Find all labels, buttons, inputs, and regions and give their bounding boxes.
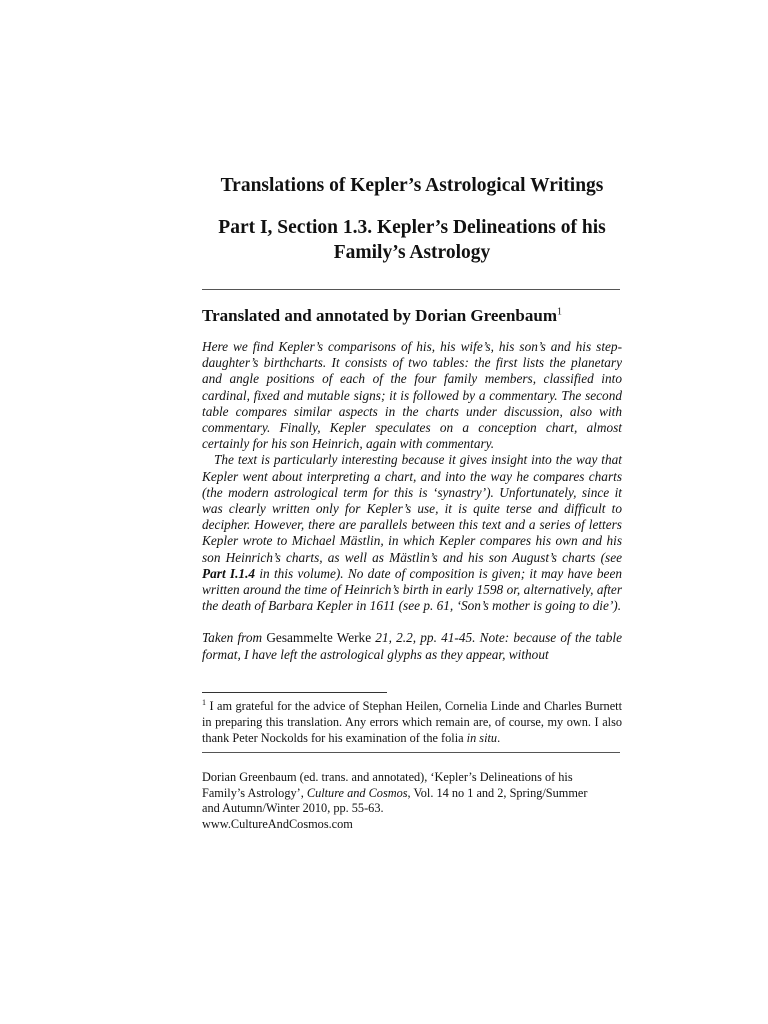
abstract-paragraph-3-text-b: 21, 2.2, pp. 41-45. Note: because of the table format, I have left the astrological glyphs as they appear, without xyxy=(202,630,622,662)
citation-line-3: and Autumn/Winter 2010, pp. 55-63. xyxy=(202,801,384,816)
cross-reference-link[interactable]: Part I.1.4 xyxy=(202,565,256,581)
source-work-title: Gesammelte Werke xyxy=(266,630,372,646)
abstract-paragraph-2-text-a: The text is particularly interesting because it gives insight into the way that Kepler went about interpreting a chart, and into the way he compares charts (the modern astrological term for this is ‘synastry’). Unfortunately, since it was clearly written only for Kepler’s use, it is quite terse and difficult to decipher. However, there are parallels between this text and a series of letters Kepler wrote to Michael Mästlin, in which Kepler compares his own and his son Heinrich’s charts, as well as Mästlin’s and his son August’s charts (see xyxy=(202,452,622,565)
citation-line-2-text-a: Family’s Astrology’, xyxy=(202,785,307,800)
abstract-paragraph-3 xyxy=(202,630,622,662)
series-title: Translations of Kepler’s Astrological Writings xyxy=(220,175,604,196)
footnote-text-b: . xyxy=(497,731,501,745)
citation-divider xyxy=(202,752,620,753)
citation-line-1: Dorian Greenbaum (ed. trans. and annotated), ‘Kepler’s Delineations of his xyxy=(202,770,573,784)
journal-url[interactable]: www.CultureAndCosmos.com xyxy=(202,816,353,831)
citation-line-2-text-b: , Vol. 14 no 1 and 2, Spring/Summer xyxy=(407,785,588,800)
abstract-paragraph-1: Here we find Kepler’s comparisons of his, his wife’s, his son’s and his step-daughter’s birthcharts. It consists of two tables: the first lists the planetary and angle positions of each of the four family members, classified into cardinal, fixed and mutable signs; it is followed by a commentary. The second table compares similar aspects in the charts under discussion, also with commentary. Finally, Kepler speculates on a conception chart, almost certainly for his son Heinrich, again with commentary. xyxy=(202,339,622,452)
paper-title xyxy=(202,215,622,265)
abstract-paragraph-3-text-a: Taken from xyxy=(202,630,267,646)
abstract xyxy=(202,339,622,663)
footnote-text-italic: in situ xyxy=(466,731,498,745)
footnote-mark: 1 xyxy=(202,697,206,707)
citation-block xyxy=(202,770,622,832)
footnote-text-a: I am grateful for the advice of Stephan Heilen, Cornelia Linde and Charles Burnett in preparing this translation. Any errors which remain are, of course, my own. I also thank Peter Nockolds for his examination of the folia xyxy=(202,699,622,745)
paper-title-line-2: Family’s Astrology xyxy=(333,242,491,263)
footnote xyxy=(202,698,622,746)
translator-line xyxy=(202,305,622,327)
paper-page xyxy=(202,0,622,1024)
abstract-paragraph-2-text-b: in this volume). No date of composition is given; it may have been written around the time of Heinrich’s birth in early 1598 or, alternatively, after the death of Barbara Kepler in 1611 (see p. 61, ‘Son’s mother is going to die’). xyxy=(202,565,622,614)
header-divider xyxy=(202,289,620,290)
paper-title-line-1: Part I, Section 1.3. Kepler’s Delineations of his xyxy=(218,217,606,238)
footnote-divider xyxy=(202,692,387,693)
abstract-paragraph-2 xyxy=(202,452,622,614)
footnote-reference[interactable]: 1 xyxy=(557,306,562,318)
citation-line-2 xyxy=(202,786,622,802)
journal-title: Culture and Cosmos xyxy=(306,785,408,800)
translator-text: Translated and annotated by Dorian Greenbaum xyxy=(202,306,557,325)
